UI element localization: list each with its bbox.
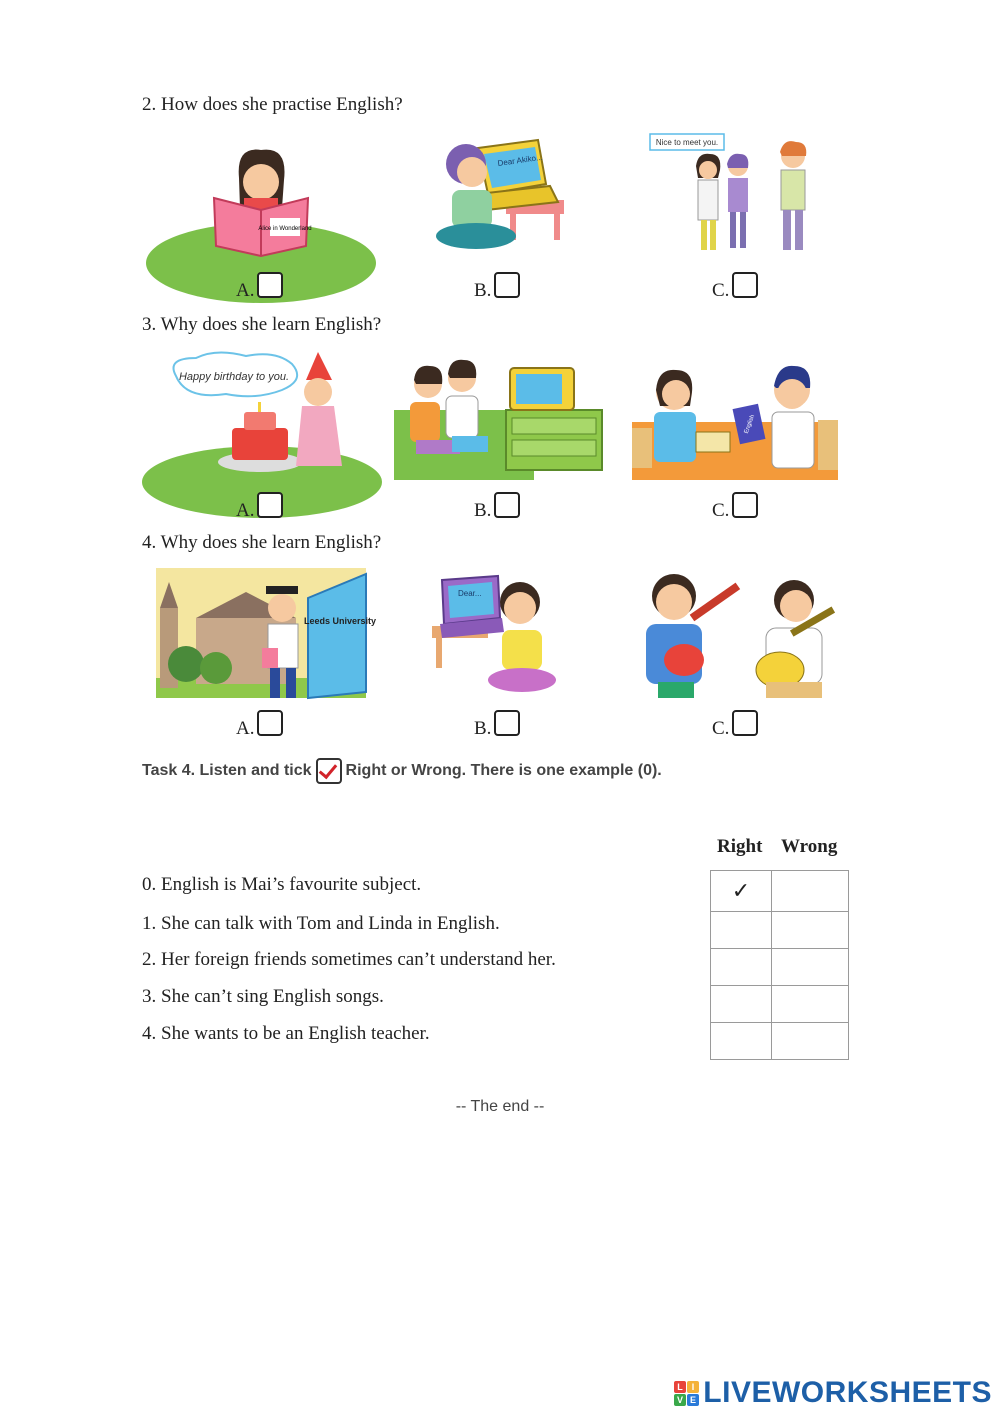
- task4-heading-start: Task 4. Listen and tick: [142, 762, 312, 779]
- logo-letter-i: I: [687, 1381, 699, 1393]
- q3-option-a-checkbox[interactable]: [257, 492, 283, 518]
- liveworksheets-logo-icon: [674, 1381, 699, 1406]
- q2-option-b-checkbox[interactable]: [494, 272, 520, 298]
- q4-option-a[interactable]: [236, 710, 283, 740]
- question-3-text: 3. Why does she learn English?: [142, 314, 382, 335]
- statement-1: 1. She can talk with Tom and Linda in English.: [142, 913, 500, 934]
- q3-option-c[interactable]: [712, 492, 758, 522]
- picture-3c-reading-english-book: [632, 352, 838, 480]
- statement-4: 4. She wants to be an English teacher.: [142, 1023, 430, 1044]
- q2-option-c[interactable]: [712, 272, 758, 302]
- q3-option-a[interactable]: [236, 492, 283, 522]
- q3-option-b-label: B.: [474, 500, 492, 521]
- cell-1-right[interactable]: [711, 912, 772, 949]
- task4-heading: [142, 758, 662, 784]
- task4-heading-end: Right or Wrong. There is one example (0).: [345, 762, 662, 779]
- table-row: [711, 1023, 849, 1060]
- book-title-label: Alice in Wonderland: [258, 226, 312, 232]
- cell-2-right[interactable]: [711, 949, 772, 986]
- logo-letter-e: E: [687, 1394, 699, 1406]
- liveworksheets-brand: [674, 1376, 992, 1410]
- column-header-wrong: Wrong: [781, 836, 838, 857]
- q4-option-c[interactable]: [712, 710, 758, 740]
- q2-option-a[interactable]: [236, 272, 283, 302]
- q2-option-a-label: A.: [236, 280, 255, 301]
- the-end-text: -- The end --: [455, 1098, 545, 1115]
- q3-option-b-checkbox[interactable]: [494, 492, 520, 518]
- university-sign-text: Leeds University: [303, 616, 377, 626]
- q2-option-a-checkbox[interactable]: [257, 272, 283, 298]
- table-row: [711, 871, 849, 912]
- cell-1-wrong[interactable]: [772, 912, 849, 949]
- q4-option-a-checkbox[interactable]: [257, 710, 283, 736]
- q4-option-a-label: A.: [236, 718, 255, 739]
- cell-3-wrong[interactable]: [772, 986, 849, 1023]
- picture-2b-typing-laptop: [438, 138, 568, 253]
- logo-letter-v: V: [674, 1394, 686, 1406]
- english-book-title: English: [743, 414, 757, 435]
- tick-box-icon: [316, 758, 342, 784]
- q3-option-a-label: A.: [236, 500, 255, 521]
- picture-4a-university-graduate: [156, 568, 377, 698]
- q2-option-c-checkbox[interactable]: [732, 272, 758, 298]
- q4-option-b-checkbox[interactable]: [494, 710, 520, 736]
- song-bubble-text: Happy birthday to you.: [178, 371, 290, 383]
- statement-3: 3. She can’t sing English songs.: [142, 986, 384, 1007]
- table-row: [711, 949, 849, 986]
- brand-name: LIVEWORKSHEETS: [703, 1376, 992, 1409]
- question-4-text: 4. Why does she learn English?: [142, 532, 382, 553]
- cell-0-right: [711, 871, 772, 912]
- right-wrong-table: [710, 870, 849, 1060]
- statement-0: 0. English is Mai’s favourite subject.: [142, 874, 422, 895]
- speech-bubble-text: Nice to meet you.: [655, 138, 719, 147]
- question-2-text: 2. How does she practise English?: [142, 94, 403, 115]
- cell-2-wrong[interactable]: [772, 949, 849, 986]
- q4-option-b[interactable]: [474, 710, 520, 740]
- logo-letter-l: L: [674, 1381, 686, 1393]
- q4-option-b-label: B.: [474, 718, 492, 739]
- q2-option-b-label: B.: [474, 280, 492, 301]
- cell-0-wrong: [772, 871, 849, 912]
- picture-4b-writing-email: [432, 576, 552, 694]
- email-screen-text: Dear...: [458, 589, 482, 598]
- picture-4c-playing-guitar: [632, 570, 842, 698]
- picture-2a-reading-book: [156, 138, 366, 260]
- laptop-screen-text: Dear Akiko...: [497, 152, 544, 168]
- q3-option-b[interactable]: [474, 492, 520, 522]
- check-mark-icon: ✓: [731, 878, 751, 903]
- q2-option-c-label: C.: [712, 280, 730, 301]
- picture-3a-birthday-song: [156, 350, 368, 480]
- table-row: [711, 986, 849, 1023]
- cell-3-right[interactable]: [711, 986, 772, 1023]
- picture-2c-meeting-friends: [646, 132, 816, 256]
- q4-option-c-label: C.: [712, 718, 730, 739]
- statement-2: 2. Her foreign friends sometimes can’t understand her.: [142, 949, 556, 970]
- q3-option-c-label: C.: [712, 500, 730, 521]
- picture-3b-watching-tv: [394, 350, 604, 480]
- column-header-right: Right: [717, 836, 763, 857]
- q4-option-c-checkbox[interactable]: [732, 710, 758, 736]
- table-row: [711, 912, 849, 949]
- q2-option-b[interactable]: [474, 272, 520, 302]
- cell-4-wrong[interactable]: [772, 1023, 849, 1060]
- cell-4-right[interactable]: [711, 1023, 772, 1060]
- q3-option-c-checkbox[interactable]: [732, 492, 758, 518]
